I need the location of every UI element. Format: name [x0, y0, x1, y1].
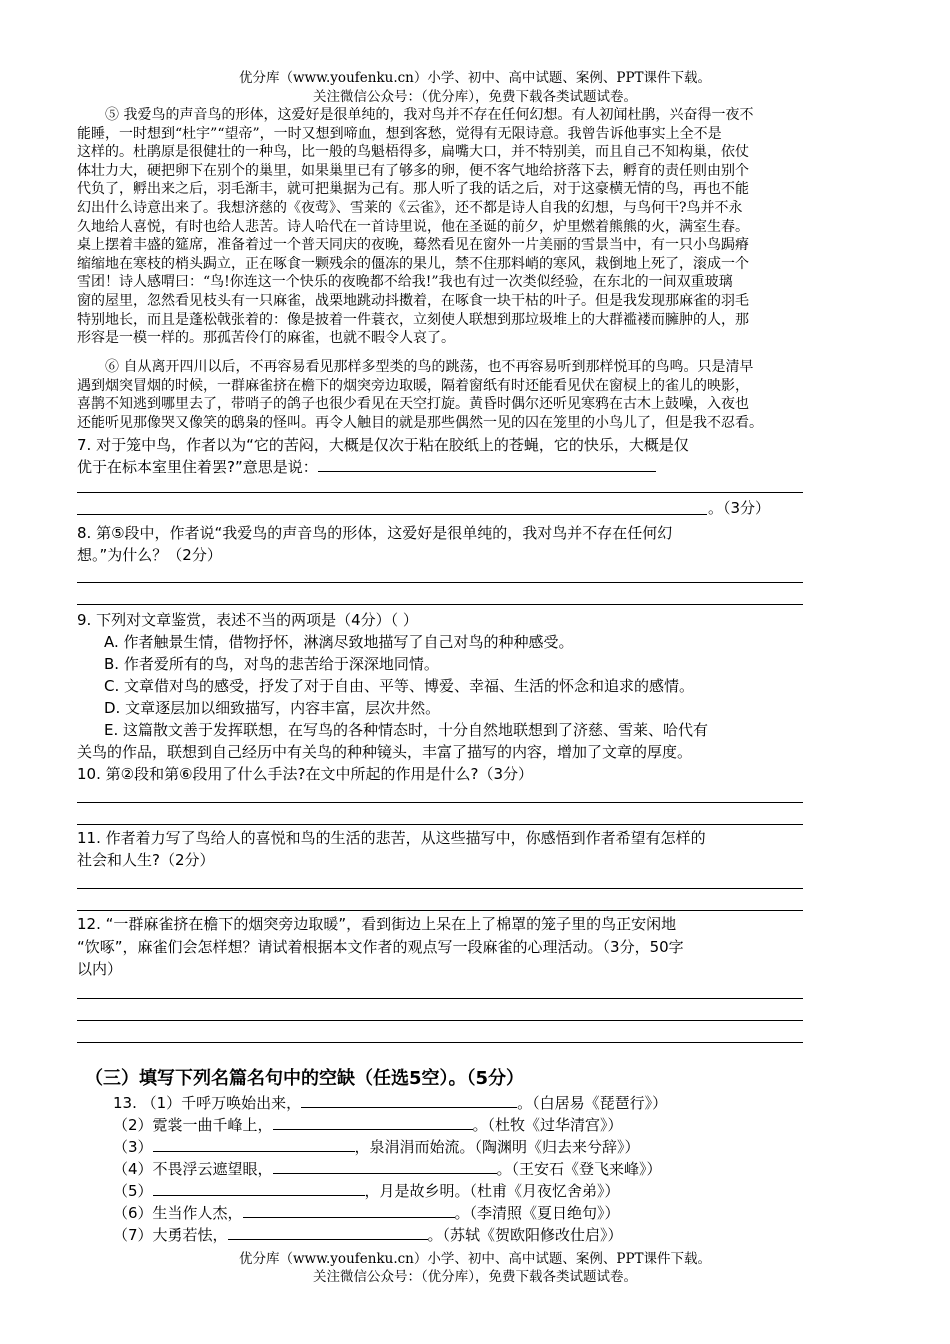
- passage-line: 窗的屋里，忽然看见枝头有一只麻雀，战栗地跳动抖擞着，在啄食一块干枯的叶子。但是我发现那麻雀的羽毛: [77, 292, 749, 309]
- passage-line: 特别地长，而且是蓬松戟张着的：像是披着一件蓑衣，立刻使人联想到那垃圾堆上的大群褴褛而臃肿的人，那: [77, 311, 749, 328]
- fill-item-5: [113, 1180, 620, 1202]
- question-9-option-c[interactable]: C. 文章借对鸟的感受，抒发了对于自由、平等、博爱、幸福、生活的怀念和追求的感情。: [104, 677, 695, 695]
- fill-blank[interactable]: [273, 1159, 497, 1174]
- question-8-line-1: 8. 第⑤段中，作者说“我爱鸟的声音鸟的形体，这爱好是很单纯的，我对鸟并不存在任何幻: [77, 524, 673, 542]
- fill-suffix: 。（李清照《夏日绝句》）: [454, 1204, 620, 1222]
- answer-line[interactable]: [77, 582, 803, 583]
- question-12-line-2: “饮啄”，麻雀们会怎样想？请试着根据本文作者的观点写一段麻雀的心理活动。（3分，50字: [77, 938, 684, 956]
- passage-line: 久地给人喜悦，有时也给人悲苦。诗人哈代在一首诗里说，他在圣诞的前夕，炉里燃着熊熊的火，满室生春。: [77, 218, 749, 235]
- footer-line-1: 优分库（www.youfenku.cn）小学、初中、高中试题、案例、PPT课件下载。: [238, 1251, 712, 1267]
- question-10: 10. 第②段和第⑥段用了什么手法?在文中所起的作用是什么?（3分）: [77, 765, 533, 783]
- header-line-2: 关注微信公众号：（优分库），免费下载各类试题试卷。: [313, 89, 637, 105]
- fill-blank[interactable]: [273, 1115, 473, 1130]
- passage-line: 代负了，孵出来之后，羽毛渐丰，就可把巢据为己有。那人听了我的话之后，对于这豪横无情的鸟，再也不能: [77, 181, 749, 198]
- fill-suffix: ，月是故乡明。（杜甫《月夜忆舍弟》）: [364, 1182, 620, 1200]
- section-3-title: （三）填写下列名篇名句中的空缺（任选5空）。（5分）: [85, 1068, 525, 1089]
- passage-line: 还能听见那像哭又像笑的鸱枭的怪叫。再令人触目的就是那些偶然一见的囚在笼里的小鸟儿了，但是我不忍看。: [77, 414, 763, 431]
- fill-item-4: [113, 1158, 662, 1180]
- passage-line: 形容是一模一样的。那孤苦伶仃的麻雀，也就不暇令人哀了。: [77, 330, 455, 347]
- fill-blank[interactable]: [153, 1137, 355, 1152]
- question-12-line-1: 12. “一群麻雀挤在檐下的烟突旁边取暖”，看到街边上呆在上了棉罩的笼子里的鸟正安闲地: [77, 915, 677, 933]
- passage-line: 喜鹊不知逃到哪里去了，带哨子的鸽子也很少看见在天空打旋。黄昏时偶尔还听见寒鸦在古木上鼓噪，入夜也: [77, 396, 749, 413]
- fill-item-2: [113, 1114, 623, 1136]
- question-12-line-3: 以内）: [77, 960, 123, 978]
- passage-line: 幻出什么诗意出来了。我想济慈的《夜莺》、雪莱的《云雀》，还不都是诗人自我的幻想，与鸟何干?鸟并不永: [77, 199, 743, 216]
- answer-line[interactable]: [77, 514, 707, 515]
- fill-blank[interactable]: [243, 1203, 455, 1218]
- answer-line[interactable]: [77, 910, 803, 911]
- fill-suffix: 。（杜牧《过华清宫》）: [472, 1116, 623, 1134]
- fill-item-1: [113, 1092, 667, 1114]
- fill-prefix: （4）不畏浮云遮望眼，: [113, 1160, 273, 1178]
- header-line-1: 优分库（www.youfenku.cn）小学、初中、高中试题、案例、PPT课件下载。: [238, 70, 712, 86]
- passage-line: 雪团！诗人感喟曰：“鸟!你连这一个快乐的夜晚都不给我!”我也有过一次类似经验，在东北的一间双重玻璃: [77, 274, 733, 291]
- answer-line[interactable]: [77, 998, 803, 999]
- question-7-line-2: [77, 457, 897, 478]
- question-7-score: 。（3分）: [708, 499, 771, 517]
- passage-paragraph-6: [77, 358, 883, 432]
- question-11-line-1: 11. 作者着力写了鸟给人的喜悦和鸟的生活的悲苦，从这些描写中，你感悟到作者希望有怎样的: [77, 829, 706, 847]
- footer-line-2: 关注微信公众号：（优分库），免费下载各类试题试卷。: [313, 1269, 637, 1285]
- question-11-line-2: 社会和人生?（2分）: [77, 851, 215, 869]
- fill-blank[interactable]: [228, 1225, 428, 1240]
- question-7-line-1: 7. 对于笼中鸟，作者以为“它的苦闷，大概是仅次于粘在胶纸上的苍蝇，它的快乐，大概是仅: [77, 436, 689, 454]
- passage-line: 桌上摆着丰盛的筵席，准备着过一个普天同庆的夜晚，蓦然看见在窗外一片美丽的雪景当中，有一只小鸟跼瘠: [77, 237, 749, 254]
- fill-blank[interactable]: [153, 1181, 365, 1196]
- question-9-option-e-cont: 关鸟的作品，联想到自己经历中有关鸟的种种镜头，丰富了描写的内容，增加了文章的厚度。: [77, 743, 693, 761]
- passage-line: 能睡，一时想到“杜宇”“望帝”，一时又想到啼血，想到客愁，觉得有无限诗意。我曾告诉他事实上全不是: [77, 125, 722, 142]
- question-7-text: 优于在标本室里住着罢?”意思是说：: [77, 458, 318, 476]
- fill-prefix: （6）生当作人杰，: [113, 1204, 243, 1222]
- answer-line[interactable]: [77, 604, 803, 605]
- passage-line: ⑥ 自从离开四川以后，不再容易看见那样多型类的鸟的跳荡，也不再容易听到那样悦耳的鸟鸣。只是清早: [105, 359, 754, 375]
- fill-suffix: ，泉涓涓而始流。（陶渊明《归去来兮辞》）: [354, 1138, 640, 1156]
- question-8-line-2: 想。”为什么？（2分）: [77, 546, 222, 564]
- fill-prefix: （2）霓裳一曲千峰上，: [113, 1116, 273, 1134]
- fill-suffix: 。（王安石《登飞来峰》）: [496, 1160, 662, 1178]
- question-9-stem: 9. 下列对文章鉴赏，表述不当的两项是（4分）（ ）: [77, 611, 418, 629]
- fill-prefix: （3）: [113, 1138, 153, 1156]
- answer-line[interactable]: [77, 888, 803, 889]
- passage-line: 缩缩地在寒枝的梢头跼立，正在啄食一颗残余的僵冻的果儿，禁不住那料峭的寒风，栽倒地上死了，滚成一个: [77, 255, 749, 272]
- fill-suffix: 。（苏轼《贺欧阳修改仕启》）: [427, 1226, 623, 1244]
- fill-prefix: 13. （1）千呼万唤始出来，: [113, 1094, 302, 1112]
- answer-line[interactable]: [77, 802, 803, 803]
- passage-line: 体壮力大，硬把卵下在别个的巢里，如果巢里已有了够多的卵，便不客气地给挤落下去，孵育的责任则由别个: [77, 162, 749, 179]
- fill-suffix: 。（白居易《琵琶行》）: [517, 1094, 668, 1112]
- answer-line[interactable]: [77, 824, 803, 825]
- question-9-option-a[interactable]: A. 作者触景生情，借物抒怀，淋漓尽致地描写了自己对鸟的种种感受。: [104, 633, 574, 651]
- fill-item-6: [113, 1202, 620, 1224]
- answer-line[interactable]: [77, 1020, 803, 1021]
- fill-item-7: [113, 1224, 623, 1246]
- answer-blank[interactable]: [318, 457, 656, 472]
- answer-line[interactable]: [77, 1042, 803, 1043]
- passage-line: ⑤ 我爱鸟的声音鸟的形体，这爱好是很单纯的，我对鸟并不存在任何幻想。有人初闻杜鹃，兴奋得一夜不: [105, 107, 754, 123]
- answer-line[interactable]: [77, 492, 803, 493]
- fill-prefix: （5）: [113, 1182, 153, 1200]
- fill-item-3: [113, 1136, 640, 1158]
- fill-blank[interactable]: [301, 1093, 517, 1108]
- passage-line: 遇到烟突冒烟的时候，一群麻雀挤在檐下的烟突旁边取暖，隔着窗纸有时还能看见伏在窗棂上的雀儿的映影，: [77, 377, 749, 394]
- passage-paragraph-5: [77, 106, 883, 348]
- fill-prefix: （7）大勇若怯，: [113, 1226, 228, 1244]
- question-9-option-b[interactable]: B. 作者爱所有的鸟，对鸟的悲苦给于深深地同情。: [104, 655, 439, 673]
- passage-line: 这样的。杜鹃原是很健壮的一种鸟，比一般的鸟魁梧得多，扁嘴大口，并不特别美，而且自己不知构巢，依仗: [77, 144, 749, 161]
- question-9-option-e[interactable]: E. 这篇散文善于发挥联想，在写鸟的各种情态时，十分自然地联想到了济慈、雪莱、哈代有: [104, 721, 709, 739]
- question-9-option-d[interactable]: D. 文章逐层加以细致描写，内容丰富，层次井然。: [104, 699, 441, 717]
